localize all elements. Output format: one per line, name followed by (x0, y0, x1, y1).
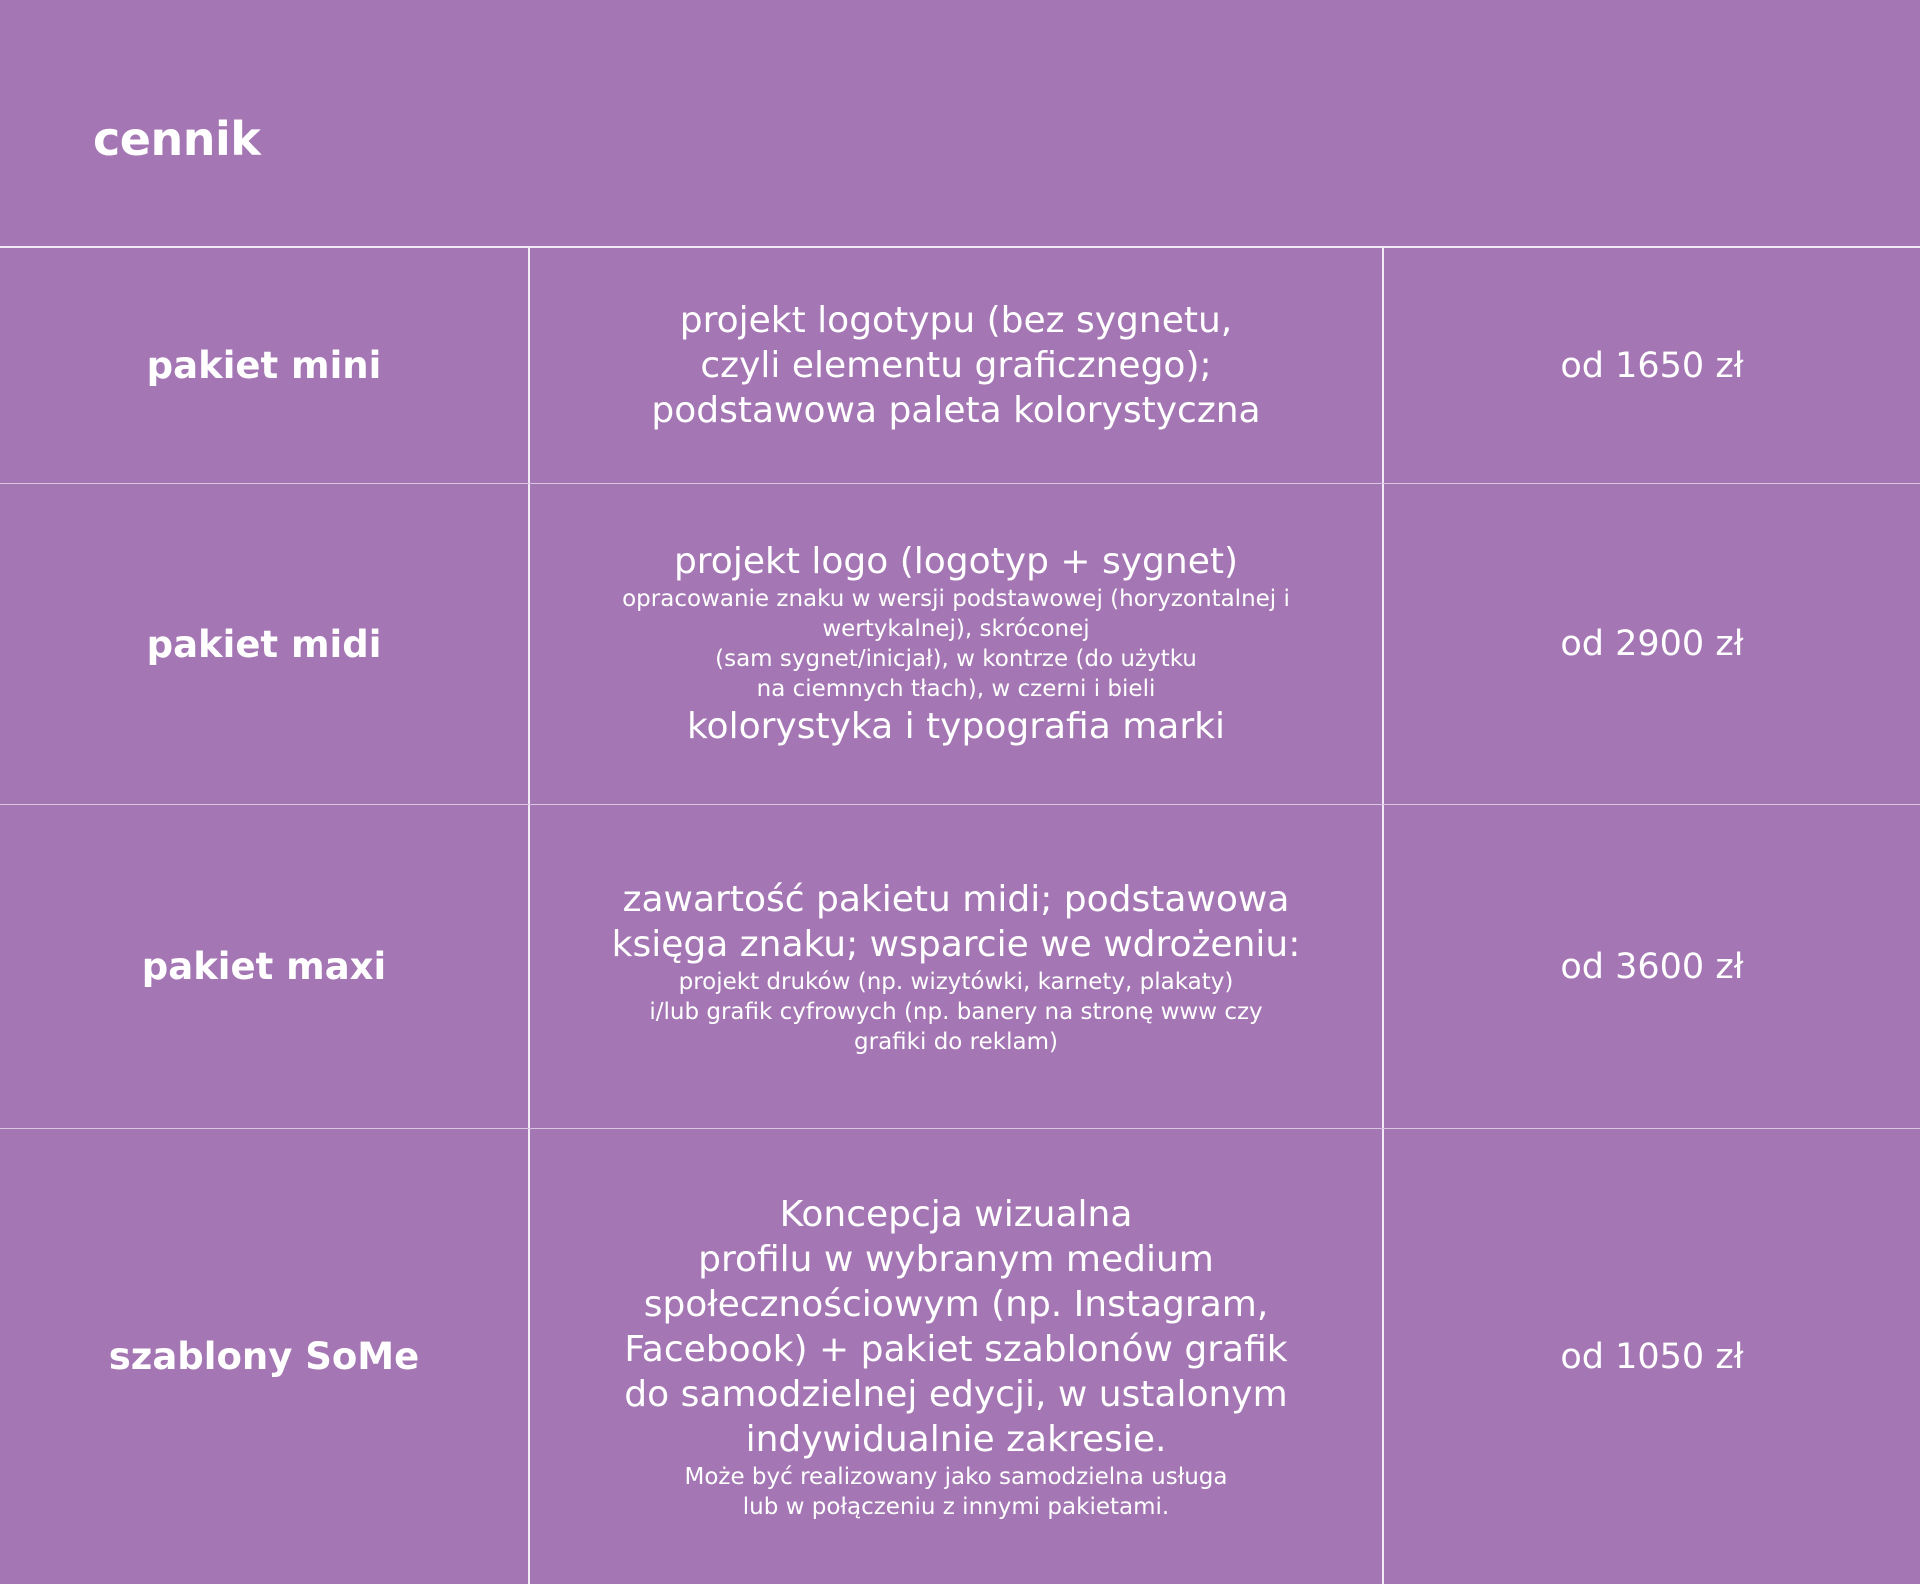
page-title: cennik (93, 112, 261, 166)
description-line: do samodzielnej edycji, w ustalonym (624, 1373, 1288, 1415)
package-description (530, 248, 1384, 483)
description-line: społecznościowym (np. Instagram, (643, 1283, 1269, 1325)
package-description (530, 1129, 1384, 1584)
table-row (0, 484, 1920, 805)
description-line: lub w połączeniu z innymi pakietami. (742, 1493, 1170, 1520)
description-line: wertykalnej), skróconej (822, 616, 1090, 642)
description-line: projekt logotypu (bez sygnetu, (679, 300, 1233, 341)
description-line: Może być realizowany jako samodzielna usługa (684, 1463, 1228, 1490)
package-description (530, 805, 1384, 1128)
description-line: profilu w wybranym medium (698, 1238, 1214, 1280)
package-name: pakiet maxi (0, 805, 530, 1128)
description-line: (sam sygnet/inicjał), w kontrze (do użytku (715, 646, 1197, 672)
description-line: księga znaku; wsparcie we wdrożeniu: (611, 923, 1301, 965)
description-line: opracowanie znaku w wersji podstawowej (horyzontalnej i (622, 586, 1290, 612)
description-line: Koncepcja wizualna (779, 1193, 1133, 1235)
package-name: szablony SoMe (0, 1129, 530, 1584)
package-description (530, 484, 1384, 804)
pricing-table (0, 246, 1920, 1584)
table-row (0, 1129, 1920, 1584)
description-line: grafiki do reklam) (854, 1028, 1058, 1055)
description-line: na ciemnych tłach), w czerni i bieli (756, 676, 1156, 702)
package-price: od 2900 zł (1560, 624, 1744, 664)
table-row (0, 805, 1920, 1129)
package-price: od 1650 zł (1560, 345, 1744, 386)
description-line: kolorystyka i typografia marki (686, 706, 1226, 747)
description-line: indywidualnie zakresie. (745, 1418, 1167, 1460)
description-line: podstawowa paleta kolorystyczna (651, 390, 1261, 431)
description-line: projekt druków (np. wizytówki, karnety, plakaty) (678, 968, 1234, 995)
description-line: zawartość pakietu midi; podstawowa (622, 878, 1290, 920)
description-line: czyli elementu graficznego); (700, 345, 1212, 386)
package-name: pakiet mini (0, 248, 530, 483)
description-line: i/lub grafik cyfrowych (np. banery na stronę www czy (649, 998, 1263, 1025)
package-name: pakiet midi (0, 484, 530, 804)
package-price: od 3600 zł (1560, 946, 1744, 987)
description-line: Facebook) + pakiet szablonów grafik (624, 1328, 1288, 1370)
package-price: od 1050 zł (1560, 1336, 1744, 1377)
table-row (0, 248, 1920, 484)
description-line: projekt logo (logotyp + sygnet) (673, 541, 1239, 582)
